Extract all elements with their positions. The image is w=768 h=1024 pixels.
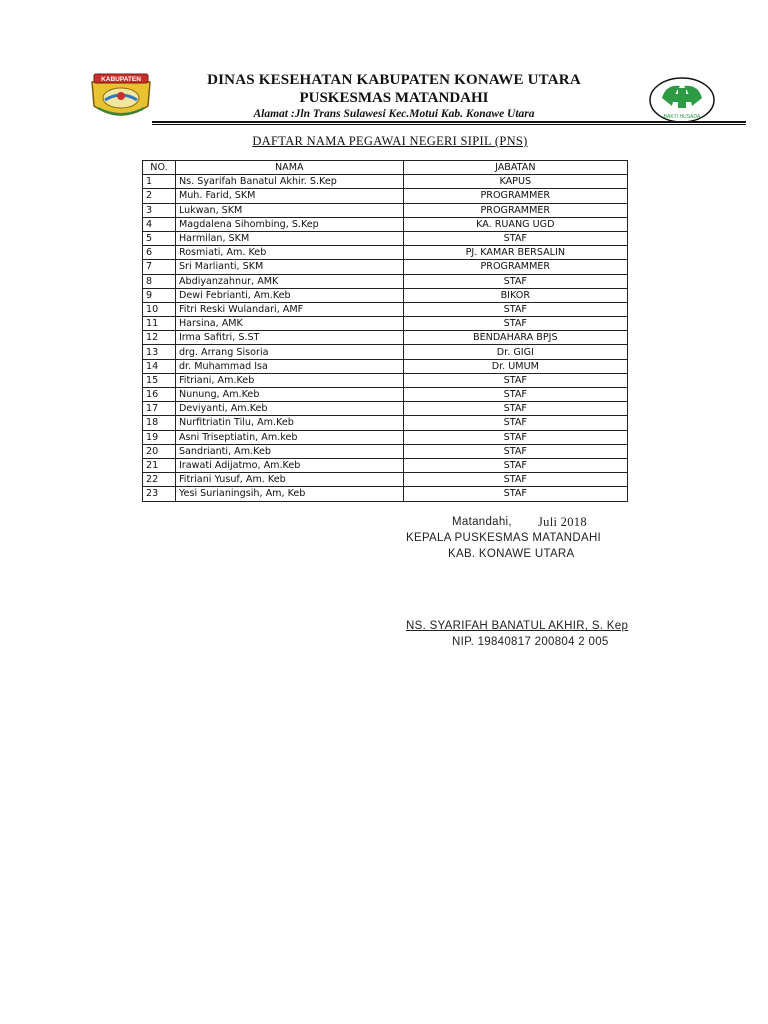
cell-jabatan: KAPUS xyxy=(403,175,627,189)
cell-jabatan: PROGRAMMER xyxy=(403,189,627,203)
table-row xyxy=(143,444,628,458)
cell-nama: Lukwan, SKM xyxy=(175,203,403,217)
table-row xyxy=(143,331,628,345)
signature-date: Juli 2018 xyxy=(538,515,587,529)
cell-jabatan: STAF xyxy=(403,444,627,458)
cell-no: 13 xyxy=(143,345,176,359)
cell-no: 8 xyxy=(143,274,176,288)
document-title: DAFTAR NAMA PEGAWAI NEGERI SIPIL (PNS) xyxy=(252,134,528,148)
cell-no: 5 xyxy=(143,231,176,245)
staff-table-body xyxy=(143,175,628,501)
cell-no: 6 xyxy=(143,246,176,260)
table-row xyxy=(143,260,628,274)
cell-nama: Fitri Reski Wulandari, AMF xyxy=(175,302,403,316)
cell-jabatan: STAF xyxy=(403,274,627,288)
cell-no: 11 xyxy=(143,317,176,331)
column-header-jabatan: JABATAN xyxy=(403,161,627,175)
cell-nama: Harmilan, SKM xyxy=(175,231,403,245)
cell-nama: Ns. Syarifah Banatul Akhir. S.Kep xyxy=(175,175,403,189)
cell-nama: Nurfitriatin Tilu, Am.Keb xyxy=(175,416,403,430)
cell-nama: Harsina, AMK xyxy=(175,317,403,331)
cell-nama: dr. Muhammad Isa xyxy=(175,359,403,373)
table-row xyxy=(143,345,628,359)
cell-jabatan: KA. RUANG UGD xyxy=(403,217,627,231)
cell-jabatan: STAF xyxy=(403,302,627,316)
cell-jabatan: STAF xyxy=(403,402,627,416)
column-header-nama: NAMA xyxy=(175,161,403,175)
regency-crest-text: KABUPATEN xyxy=(101,76,141,83)
cell-nama: Irawati Adijatmo, Am.Keb xyxy=(175,458,403,472)
table-row xyxy=(143,359,628,373)
cell-no: 21 xyxy=(143,458,176,472)
cell-jabatan: Dr. UMUM xyxy=(403,359,627,373)
table-row xyxy=(143,373,628,387)
cell-no: 7 xyxy=(143,260,176,274)
signature-office: KEPALA PUSKESMAS MATANDAHI xyxy=(406,532,602,544)
cell-jabatan: STAF xyxy=(403,487,627,501)
header-rule xyxy=(152,121,746,123)
cell-nama: Rosmiati, Am. Keb xyxy=(175,246,403,260)
table-row xyxy=(143,246,628,260)
cell-no: 9 xyxy=(143,288,176,302)
header-rule-thin xyxy=(152,124,746,125)
cell-nama: Asni Triseptiatin, Am.keb xyxy=(175,430,403,444)
cell-no: 2 xyxy=(143,189,176,203)
cell-nama: Yesi Surianingsih, Am, Keb xyxy=(175,487,403,501)
table-row xyxy=(143,430,628,444)
cell-nama: Magdalena Sihombing, S.Kep xyxy=(175,217,403,231)
table-row xyxy=(143,217,628,231)
cell-nama: Muh. Farid, SKM xyxy=(175,189,403,203)
table-header-row xyxy=(143,161,628,175)
cell-jabatan: PROGRAMMER xyxy=(403,260,627,274)
cell-nama: Deviyanti, Am.Keb xyxy=(175,402,403,416)
signatory-name: NS. SYARIFAH BANATUL AKHIR, S. Kep xyxy=(406,620,629,632)
cell-no: 3 xyxy=(143,203,176,217)
table-row xyxy=(143,288,628,302)
cell-nama: Irma Safitri, S.ST xyxy=(175,331,403,345)
cell-nama: Nunung, Am.Keb xyxy=(175,388,403,402)
cell-no: 22 xyxy=(143,473,176,487)
signature-place: Matandahi, xyxy=(452,516,512,528)
cell-jabatan: STAF xyxy=(403,416,627,430)
cell-jabatan: PROGRAMMER xyxy=(403,203,627,217)
cell-no: 15 xyxy=(143,373,176,387)
bakti-husada-logo xyxy=(648,76,716,124)
column-header-no: NO. xyxy=(143,161,176,175)
table-row xyxy=(143,317,628,331)
cell-nama: Abdiyanzahnur, AMK xyxy=(175,274,403,288)
cell-no: 4 xyxy=(143,217,176,231)
table-row xyxy=(143,388,628,402)
cell-jabatan: STAF xyxy=(403,473,627,487)
cell-nama: Dewi Febrianti, Am.Keb xyxy=(175,288,403,302)
signature-regency: KAB. KONAWE UTARA xyxy=(448,548,575,560)
cell-no: 10 xyxy=(143,302,176,316)
table-row xyxy=(143,175,628,189)
cell-jabatan: PJ. KAMAR BERSALIN xyxy=(403,246,627,260)
cell-no: 18 xyxy=(143,416,176,430)
cell-jabatan: BENDAHARA BPJS xyxy=(403,331,627,345)
puskesmas-title: PUSKESMAS MATANDAHI xyxy=(299,90,489,106)
table-row xyxy=(143,416,628,430)
cell-jabatan: BIKOR xyxy=(403,288,627,302)
cell-no: 16 xyxy=(143,388,176,402)
table-row xyxy=(143,473,628,487)
cell-jabatan: STAF xyxy=(403,458,627,472)
table-row xyxy=(143,458,628,472)
table-row xyxy=(143,189,628,203)
table-row xyxy=(143,302,628,316)
cell-jabatan: STAF xyxy=(403,317,627,331)
cell-jabatan: Dr. GIGI xyxy=(403,345,627,359)
table-row xyxy=(143,487,628,501)
cell-jabatan: STAF xyxy=(403,373,627,387)
bakti-husada-text: BAKTI HUSADA xyxy=(663,114,701,120)
cell-nama: Sandrianti, Am.Keb xyxy=(175,444,403,458)
address-line: Alamat :Jln Trans Sulawesi Kec.Motui Kab. Konawe Utara xyxy=(253,108,535,120)
table-row xyxy=(143,274,628,288)
regency-crest-logo xyxy=(88,72,154,124)
cell-nama: drg. Arrang Sisoria xyxy=(175,345,403,359)
cell-no: 19 xyxy=(143,430,176,444)
cell-jabatan: STAF xyxy=(403,231,627,245)
cell-nama: Sri Marlianti, SKM xyxy=(175,260,403,274)
cell-no: 23 xyxy=(143,487,176,501)
table-row xyxy=(143,402,628,416)
agency-title: DINAS KESEHATAN KABUPATEN KONAWE UTARA xyxy=(207,72,581,88)
staff-table xyxy=(142,160,628,502)
cell-no: 1 xyxy=(143,175,176,189)
cell-nama: Fitriani Yusuf, Am. Keb xyxy=(175,473,403,487)
cell-jabatan: STAF xyxy=(403,388,627,402)
table-row xyxy=(143,203,628,217)
cell-no: 20 xyxy=(143,444,176,458)
cell-jabatan: STAF xyxy=(403,430,627,444)
cell-nama: Fitriani, Am.Keb xyxy=(175,373,403,387)
signatory-nip: NIP. 19840817 200804 2 005 xyxy=(452,636,609,648)
cell-no: 17 xyxy=(143,402,176,416)
cell-no: 14 xyxy=(143,359,176,373)
table-row xyxy=(143,231,628,245)
cell-no: 12 xyxy=(143,331,176,345)
